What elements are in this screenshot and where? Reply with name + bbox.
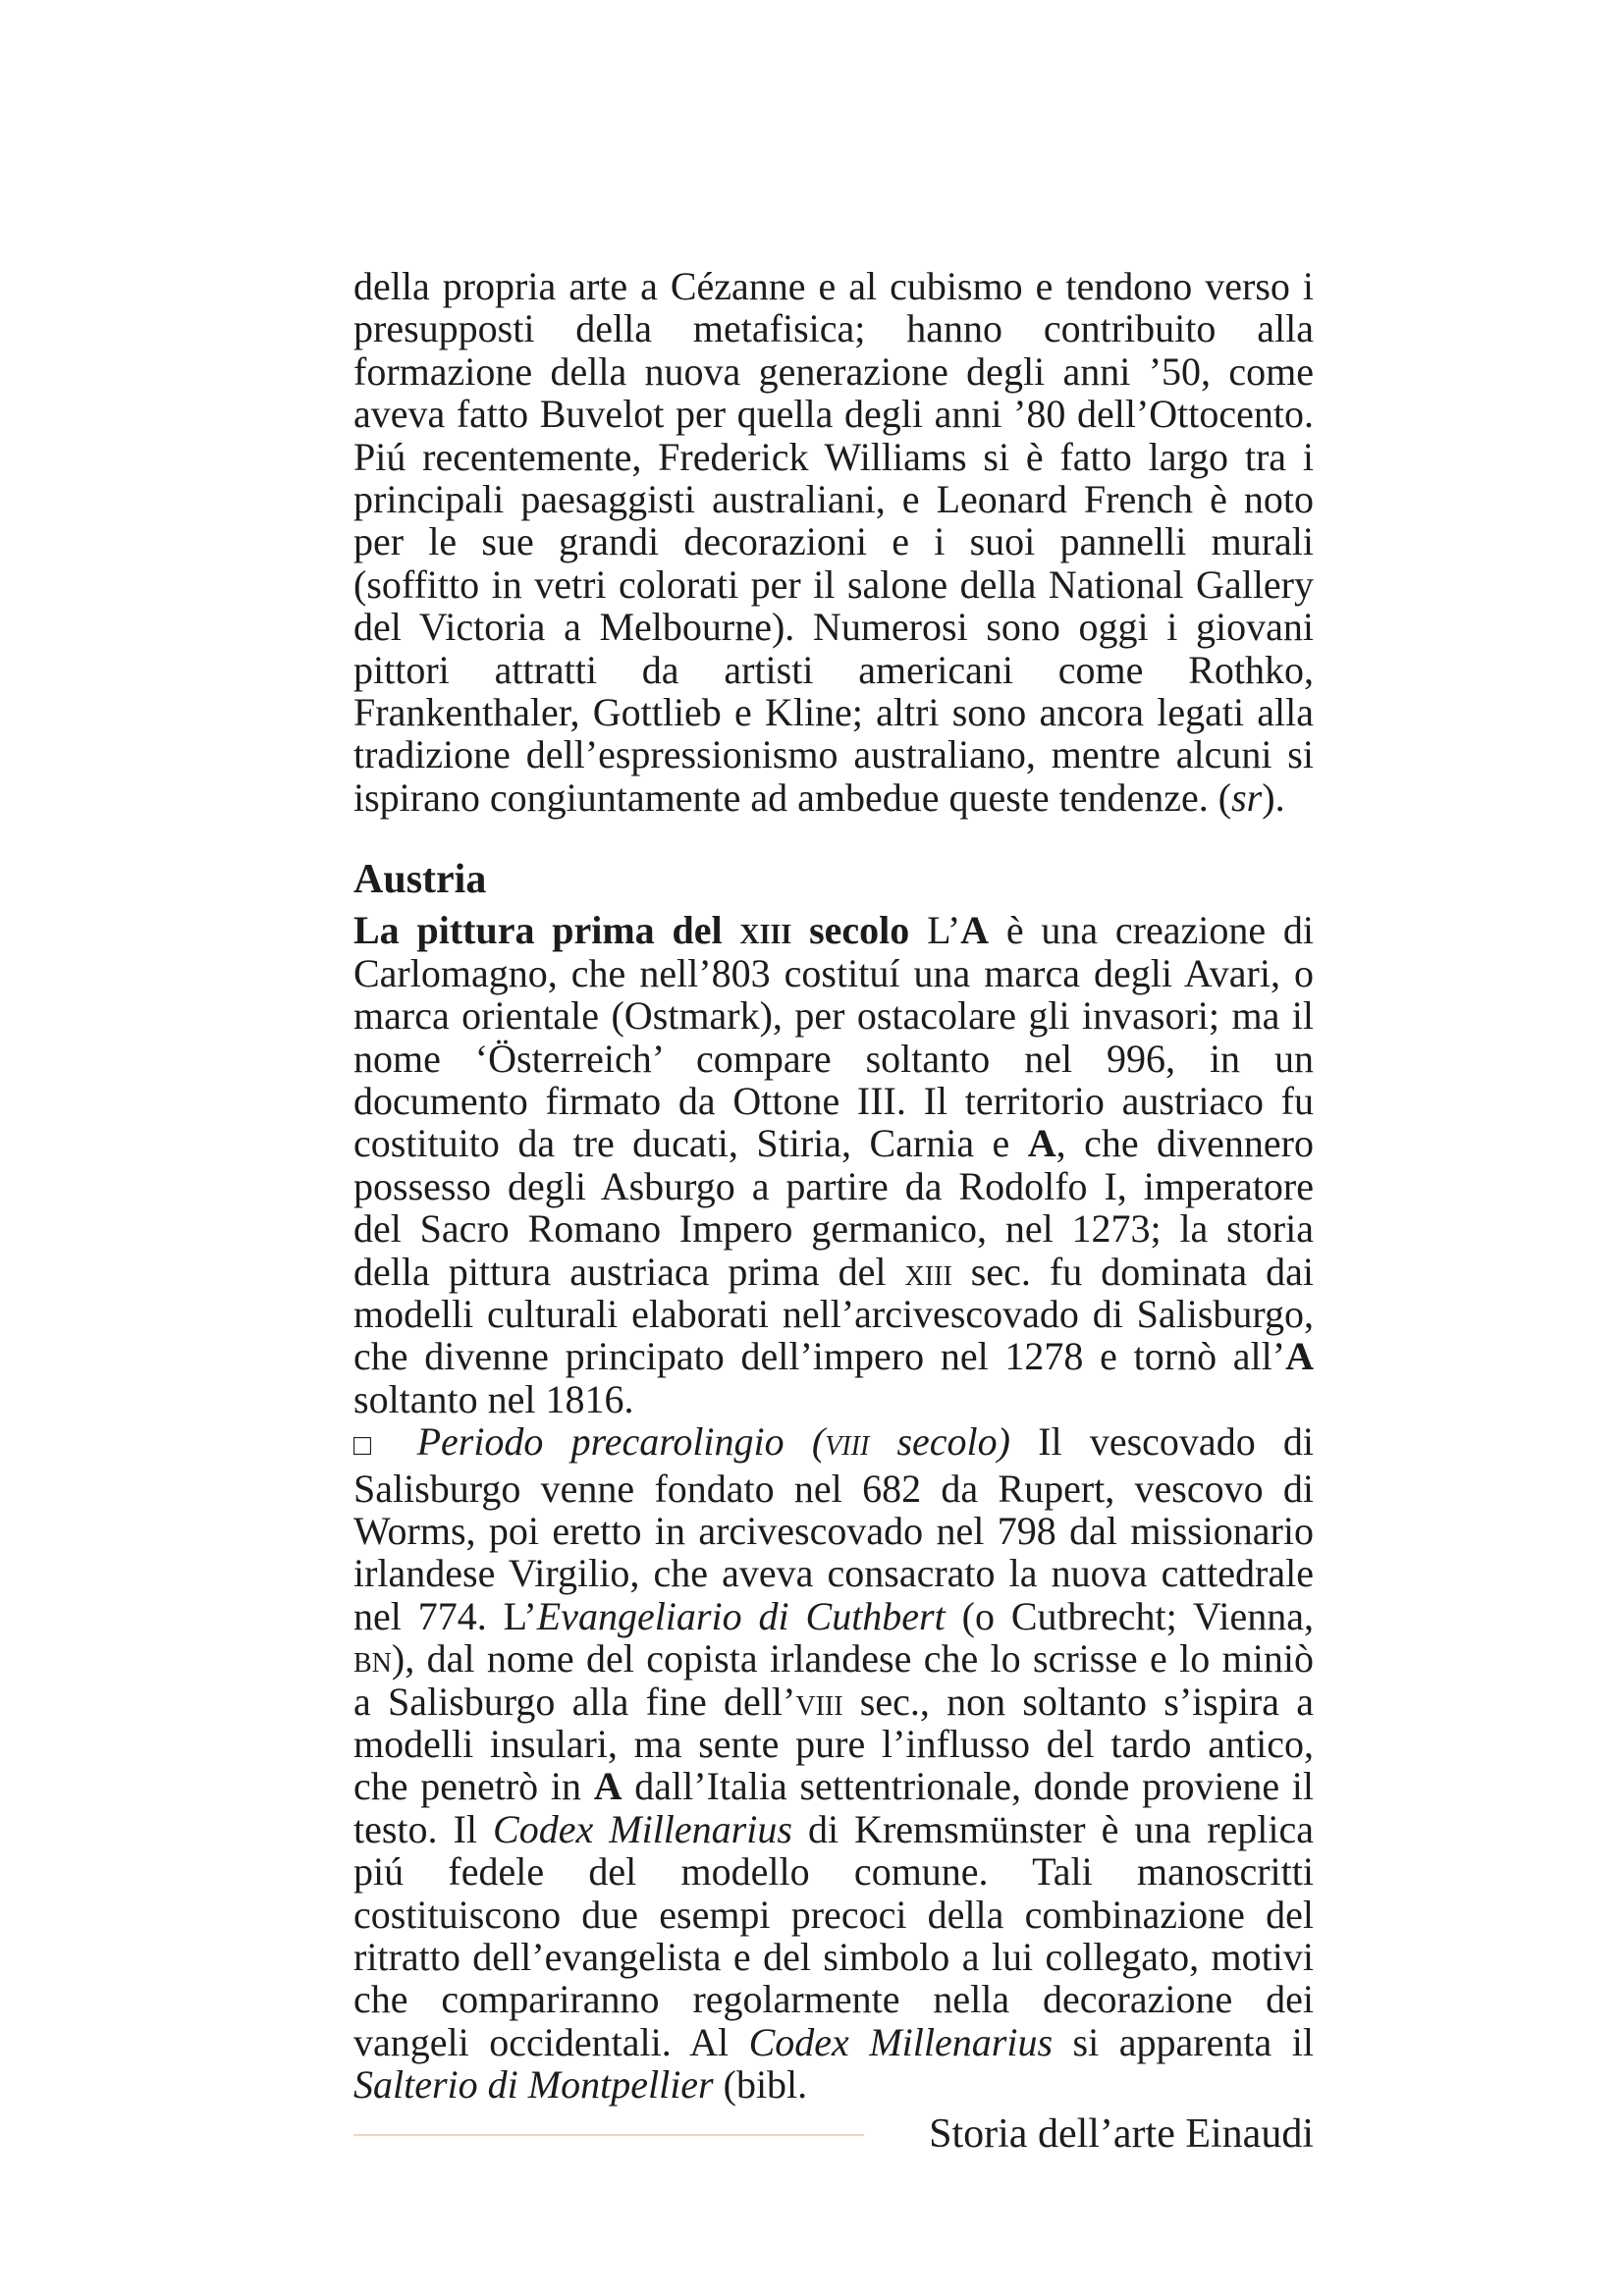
text-run (389, 1419, 416, 1464)
text-run: della propria arte a Cézanne e al cubismo e tendono verso i presupposti della metafisica; hanno contribuito alla formazione della nuova generazione degli anni ’50, come aveva fatto Buvelot per quella degli anni ’80 dell’Ottocento. Piú recentemente, Frederick Williams si è fatto largo tra i principali paesaggisti australiani, e Leonard French è noto per le sue grandi decorazioni e i suoi pannelli murali (soffitto in vetri colorati per il salone della National Gallery del Victoria a Melbourne). Numerosi sono oggi i giovani pittori attratti da artisti americani come Rothko, Frankenthaler, Gottlieb e Kline; altri sono ancora legati alla tradizione dell’espressionismo australiano, mentre alcuni si ispirano congiuntamente ad ambedue queste tendenze. ( (353, 264, 1314, 820)
roman-numeral: viii (795, 1679, 843, 1724)
text-run: di Kremsmünster è una replica piú fedele del modello comune. Tali manoscritti costituiscono due esempi precoci della combinazione del ritratto dell’evangelista e del simbolo a lui collegato, motivi che compariranno regolarmente nella decorazione dei vangeli occidentali. Al (353, 1806, 1314, 2064)
author-initials: sr (1231, 774, 1263, 820)
text-run: si apparenta il (1053, 2019, 1314, 2064)
text-run: sec., non soltanto s’ispira a modelli insulari, ma sente pure l’influsso del tardo antico, che penetrò in (353, 1679, 1314, 1809)
abbrev-austria: A (1285, 1334, 1314, 1379)
text-run: (bibl. (713, 2062, 808, 2108)
text-run: ), dal nome del copista irlandese che lo scrisse e lo miniò a Salisburgo alla fine dell’ (353, 1636, 1314, 1724)
text-run: La pittura prima del (353, 908, 740, 953)
text-run: soltanto nel 1816. (353, 1376, 634, 1421)
abbrev-austria: A (960, 908, 990, 953)
paragraph-australia-end (353, 265, 1314, 819)
page-footer (353, 2110, 1314, 2160)
text-run: ). (1262, 774, 1285, 820)
text-run: dall’Italia settentrionale, donde proviene il testo. Il (353, 1764, 1315, 1851)
section-heading-austria: Austria (353, 857, 487, 903)
library-abbrev: bn (353, 1636, 392, 1682)
work-title: Evangeliario di Cuthbert (536, 1593, 946, 1638)
text-run: secolo (791, 908, 910, 953)
text-run: sec. fu dominata dai modelli culturali elaborati nell’arcivescovado di Salisburgo, che divenne principato dell’impero nel 1278 e tornò all’ (353, 1249, 1314, 1379)
work-title: Salterio di Montpellier (353, 2062, 714, 2108)
roman-numeral: xiii (904, 1249, 952, 1294)
work-title: Codex Millenarius (748, 2019, 1054, 2064)
footer-title: Storia dell’arte Einaudi (929, 2111, 1314, 2157)
subsection-heading (353, 908, 909, 952)
text-run: (o Cutbrecht; Vienna, (945, 1593, 1314, 1638)
text-run: L’ (909, 908, 961, 953)
square-bullet-icon: □ (353, 1429, 390, 1463)
period-heading (417, 1419, 1010, 1464)
paragraph-pre-13th-century (353, 909, 1314, 1420)
roman-numeral: xiii (739, 908, 792, 953)
abbrev-austria: A (593, 1764, 622, 1809)
text-run: , che divennero possesso degli Asburgo a partire da Rodolfo I, imperatore del Sacro Romano Impero germanico, nel 1273; la storia della pittura austriaca prima del (353, 1121, 1314, 1294)
page-body (353, 265, 1314, 2107)
text-run: Periodo precarolingio ( (416, 1419, 826, 1465)
paragraph-pre-carolingian (353, 1420, 1314, 2107)
work-title: Codex Millenarius (493, 1806, 792, 1851)
text-run: Il vescovado di Salisburgo venne fondato nel 682 da Rupert, vescovo di Worms, poi eretto in arcivescovado nel 798 dal missionario irlandese Virgilio, che aveva consacrato la nuova cattedrale nel 774. L’ (353, 1419, 1315, 1638)
footer-rule (353, 2134, 864, 2136)
text-run: è una creazione di Carlomagno, che nell’803 costituí una marca degli Avari, o marca orientale (Ostmark), per ostacolare gli invasori; ma il nome ‘Österreich’ compare soltanto nel 996, in un documento firmato da Ottone III. Il territorio austriaco fu costituito da tre ducati, Stiria, Carnia e (353, 908, 1315, 1166)
text-run: secolo) (869, 1419, 1010, 1465)
roman-numeral: viii (825, 1419, 870, 1465)
abbrev-austria: A (1027, 1121, 1056, 1166)
